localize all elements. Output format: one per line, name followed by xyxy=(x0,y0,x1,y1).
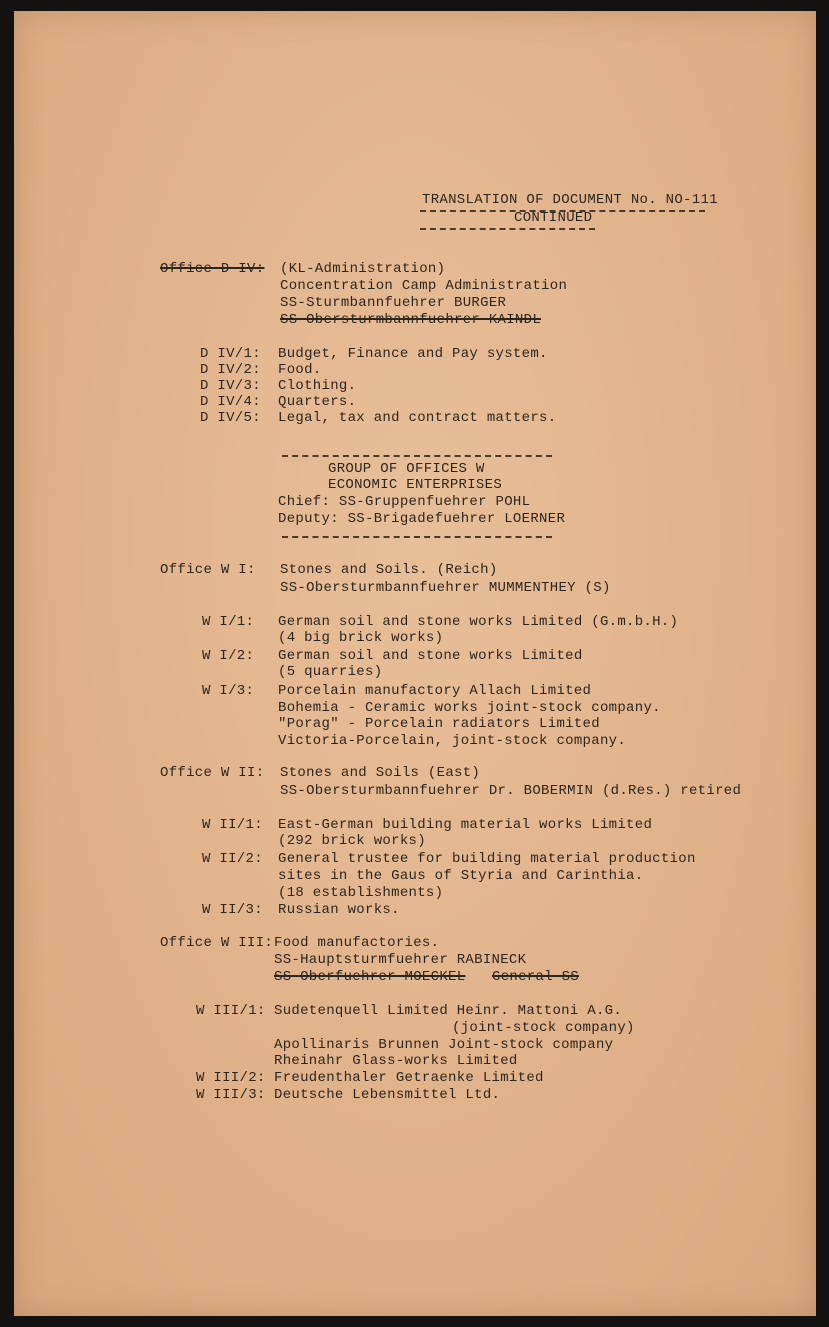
sub-code: D IV/3: xyxy=(200,378,261,394)
sub-text: Sudetenquell Limited Heinr. Mattoni A.G. xyxy=(274,1003,623,1019)
sub-text: Budget, Finance and Pay system. xyxy=(278,346,548,362)
office-w3-line-struck: SS-Oberfuehrer-MOECKEL xyxy=(274,969,466,985)
group-chief: Chief: SS-Gruppenfuehrer POHL xyxy=(278,494,531,510)
sub-code: D IV/5: xyxy=(200,410,261,426)
office-w2-line: SS-Obersturmbannfuehrer Dr. BOBERMIN (d.Res.) retired xyxy=(280,783,742,799)
header-continued: CONTINUED xyxy=(514,210,593,226)
sub-code: D IV/2: xyxy=(200,362,261,378)
sub-text: sites in the Gaus of Styria and Carinthia. xyxy=(278,868,644,884)
sub-text: (joint-stock company) xyxy=(452,1020,635,1036)
office-w3-label: Office W III: xyxy=(160,935,274,951)
sub-text: Food. xyxy=(278,362,322,378)
sub-text: Apollinaris Brunnen Joint-stock company xyxy=(274,1037,614,1053)
sub-text: (5 quarries) xyxy=(278,664,383,680)
sub-code: D IV/4: xyxy=(200,394,261,410)
sub-text: General trustee for building material production xyxy=(278,851,696,867)
sub-text: German soil and stone works Limited xyxy=(278,648,583,664)
sub-text: German soil and stone works Limited (G.m.b.H.) xyxy=(278,614,679,630)
office-w2-label: Office W II: xyxy=(160,765,265,781)
sub-text: Deutsche Lebensmittel Ltd. xyxy=(274,1087,501,1103)
sub-text: Russian works. xyxy=(278,902,400,918)
group-title: GROUP OF OFFICES W xyxy=(328,461,485,477)
sub-code: W III/1: xyxy=(196,1003,266,1019)
sub-code: W I/3: xyxy=(202,683,255,699)
office-d-iv-label: Office-D-IV: xyxy=(160,261,265,277)
sub-code: W II/3: xyxy=(202,902,263,918)
sub-text: (4 big brick works) xyxy=(278,630,444,646)
sub-text: Rheinahr Glass-works Limited xyxy=(274,1053,518,1069)
sub-text: (292 brick works) xyxy=(278,833,426,849)
sub-text: Legal, tax and contract matters. xyxy=(278,410,557,426)
sub-code: W III/3: xyxy=(196,1087,266,1103)
sub-text: Freudenthaler Getraenke Limited xyxy=(274,1070,544,1086)
office-w1-line: Stones and Soils. (Reich) xyxy=(280,562,498,578)
office-d-iv-line: Concentration Camp Administration xyxy=(280,278,568,294)
office-d-iv-line: (KL-Administration) xyxy=(280,261,446,277)
sub-code: W II/1: xyxy=(202,817,263,833)
sub-code: W III/2: xyxy=(196,1070,266,1086)
sub-code: W I/2: xyxy=(202,648,255,664)
office-w3-line-struck-rank: General-SS xyxy=(492,969,580,985)
sub-text: Clothing. xyxy=(278,378,357,394)
sub-code: W I/1: xyxy=(202,614,255,630)
office-w1-label: Office W I: xyxy=(160,562,256,578)
sub-text: Bohemia - Ceramic works joint-stock company. xyxy=(278,700,661,716)
sub-text: East-German building material works Limited xyxy=(278,817,653,833)
office-w1-line: SS-Obersturmbannfuehrer MUMMENTHEY (S) xyxy=(280,580,611,596)
sub-code: W II/2: xyxy=(202,851,263,867)
sub-code: D IV/1: xyxy=(200,346,261,362)
sub-text: Victoria-Porcelain, joint-stock company. xyxy=(278,733,627,749)
office-d-iv-line-struck: SS-Obersturmbannfuehrer KAINDL xyxy=(280,312,542,328)
office-w3-line: Food manufactories. xyxy=(274,935,440,951)
header-title: TRANSLATION OF DOCUMENT No. NO-111 xyxy=(422,192,718,208)
sub-text: (18 establishments) xyxy=(278,885,444,901)
sub-text: Quarters. xyxy=(278,394,357,410)
group-deputy: Deputy: SS-Brigadefuehrer LOERNER xyxy=(278,511,566,527)
office-w3-line: SS-Hauptsturmfuehrer RABINECK xyxy=(274,952,527,968)
office-d-iv-line: SS-Sturmbannfuehrer BURGER xyxy=(280,295,507,311)
sub-text: Porcelain manufactory Allach Limited xyxy=(278,683,592,699)
group-subtitle: ECONOMIC ENTERPRISES xyxy=(328,477,503,493)
sub-text: "Porag" - Porcelain radiators Limited xyxy=(278,716,600,732)
office-w2-line: Stones and Soils (East) xyxy=(280,765,481,781)
